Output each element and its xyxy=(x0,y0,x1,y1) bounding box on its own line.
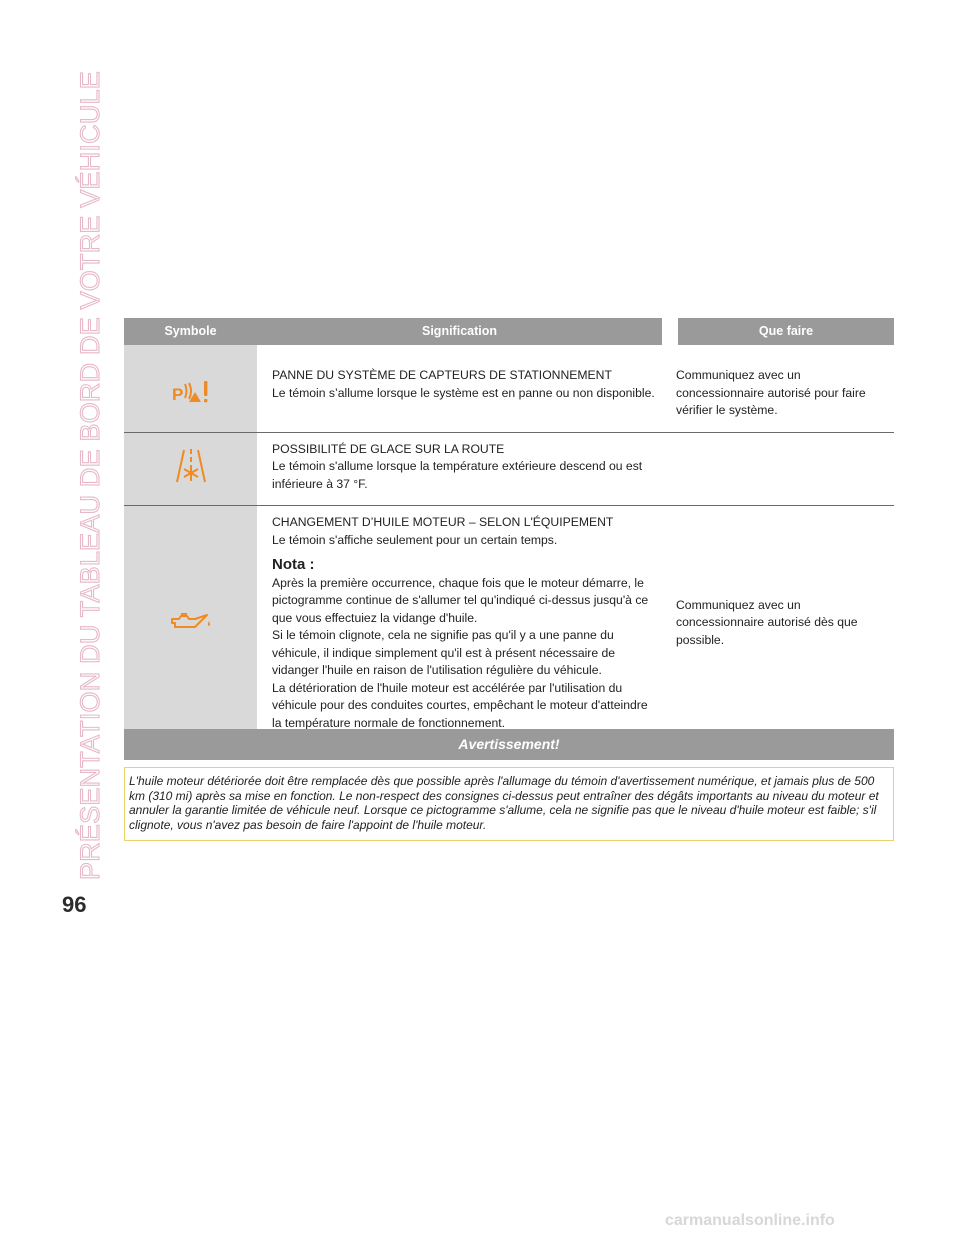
nota-paragraph: Si le témoin clignote, cela ne signifie pas qu'il y a une panne du véhicule, il indique simplement qu'il est à présent nécessaire de vidanger l'huile en raison de l'utilisation régulière du véhicule. xyxy=(272,628,616,677)
watermark: carmanualsonline.info xyxy=(665,1212,835,1229)
row-title: CHANGEMENT D’HUILE MOTEUR – SELON L'ÉQUIPEMENT xyxy=(272,515,614,529)
nota-paragraph: Après la première occurrence, chaque fois que le moteur démarre, le pictogramme continue de s'allumer tel qu'indiqué ci-dessus jusqu'à ce que vous effectuiez la vidange d'huile. xyxy=(272,575,649,625)
symbol-cell xyxy=(124,506,257,745)
row-text: Le témoin s'allume lorsque la température extérieure descend ou est inférieure à 37 °F. xyxy=(272,459,643,491)
row-title: PANNE DU SYSTÈME DE CAPTEURS DE STATIONNEMENT xyxy=(272,368,612,382)
action-cell: Communiquez avec un concessionnaire autorisé dès que possible. xyxy=(670,506,894,745)
warning-box xyxy=(124,729,894,841)
page-number: 96 xyxy=(62,892,87,917)
row-text: Le témoin s'affiche seulement pour un certain temps. xyxy=(272,532,558,547)
nota-paragraph: La détérioration de l'huile moteur est accélérée par l'utilisation du véhicule pour des conduites courtes, empêchant le moteur d'atteindre la température normale de fonctionnement. xyxy=(272,680,648,730)
side-section-title: PRÉSENTATION DU TABLEAU DE BORD DE VOTRE VÉHICULE xyxy=(75,71,105,880)
meaning-cell xyxy=(257,506,670,745)
ice-on-road-icon xyxy=(174,446,208,492)
meaning-cell xyxy=(257,359,670,432)
action-cell: Communiquez avec un concessionnaire autorisé pour faire vérifier le système. xyxy=(670,359,894,432)
meaning-cell xyxy=(257,432,670,506)
symbol-cell xyxy=(124,432,257,506)
table-header-row xyxy=(124,318,894,345)
header-meaning: Signification xyxy=(257,318,670,345)
warning-lights-table xyxy=(124,318,894,745)
warning-text: L'huile moteur détériorée doit être remplacée dès que possible après l'allumage du témoin d'avertissement numérique, et jamais plus de 500 km (310 mi) après sa mise en fonction. Le non-respect des consignes ci-dessus peut entraîner des dégâts importants au niveau du moteur et annuler la garantie limitée de véhicule neuf. Lorsque ce pictogramme s'allume, cela ne signifie pas que le niveau d'huile moteur est faible; s'il clignote, vous n'avez pas besoin de faire l'appoint de l'huile moteur. xyxy=(124,767,894,841)
table-spacer xyxy=(124,345,894,359)
header-symbol: Symbole xyxy=(124,318,257,345)
oil-change-icon xyxy=(169,611,213,639)
table-row xyxy=(124,506,894,745)
row-text: Le témoin s’allume lorsque le système est en panne ou non disponible. xyxy=(272,385,655,400)
row-title: POSSIBILITÉ DE GLACE SUR LA ROUTE xyxy=(272,441,505,456)
warning-title: Avertissement! xyxy=(124,729,894,760)
symbol-cell xyxy=(124,359,257,432)
parking-sensor-fault-icon xyxy=(171,378,211,414)
table-row xyxy=(124,432,894,506)
svg-text:P: P xyxy=(171,384,183,404)
table-row xyxy=(124,359,894,432)
nota-heading: Nota : xyxy=(272,556,315,573)
header-action: Que faire xyxy=(670,318,894,345)
action-cell xyxy=(670,432,894,506)
